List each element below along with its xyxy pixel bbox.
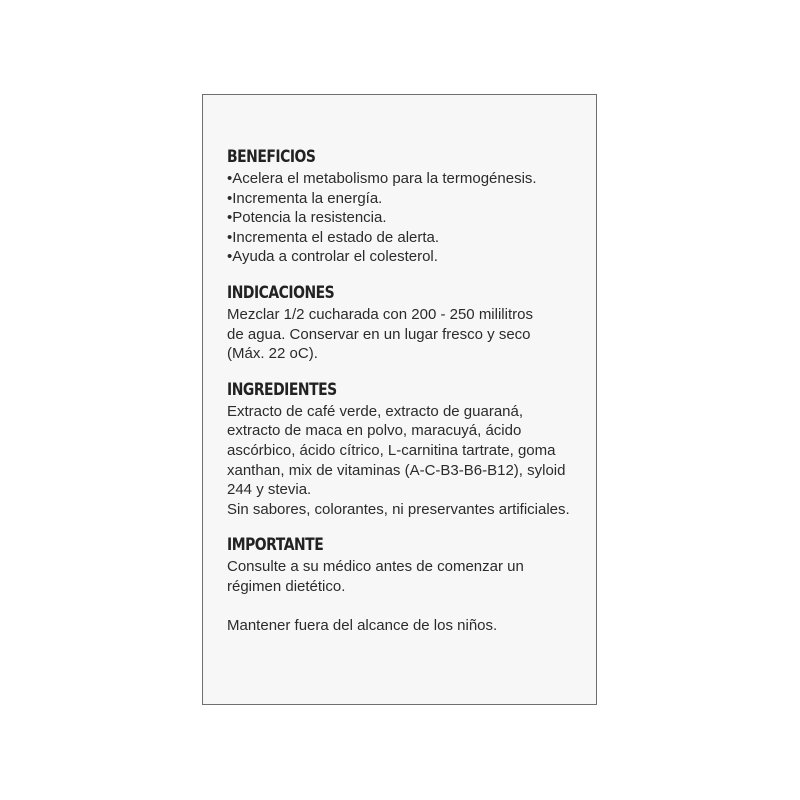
indicaciones-section <box>227 281 587 364</box>
indicaciones-line: (Máx. 22 oC). <box>227 345 318 363</box>
ingredientes-section <box>227 378 587 520</box>
beneficios-section <box>227 145 587 267</box>
product-label-card <box>202 94 597 705</box>
ingredientes-line: Sin sabores, colorantes, ni preservantes artificiales. <box>227 500 570 518</box>
ingredientes-line: xanthan, mix de vitaminas (A-C-B3-B6-B12), syloid <box>227 461 566 479</box>
ingredientes-line: ascórbico, ácido cítrico, L-carnitina tartrate, goma <box>227 441 556 459</box>
beneficio-item: •Ayuda a controlar el colesterol. <box>227 248 438 266</box>
ingredientes-line: 244 y stevia. <box>227 481 312 499</box>
spacer <box>227 597 587 617</box>
children-warning: Mantener fuera del alcance de los niños. <box>227 617 498 635</box>
indicaciones-line: de agua. Conservar en un lugar fresco y seco <box>227 325 531 343</box>
beneficio-item: •Incrementa el estado de alerta. <box>227 228 440 246</box>
label-content <box>227 145 587 650</box>
indicaciones-heading: INDICACIONES <box>227 282 335 303</box>
importante-section <box>227 533 587 635</box>
ingredientes-heading: INGREDIENTES <box>227 379 337 400</box>
beneficio-item: •Acelera el metabolismo para la termogénesis. <box>227 170 537 187</box>
importante-heading: IMPORTANTE <box>227 535 324 556</box>
beneficio-item: •Potencia la resistencia. <box>227 209 387 227</box>
ingredientes-line: extracto de maca en polvo, maracuyá, ácido <box>227 422 522 440</box>
importante-line: régimen dietético. <box>227 577 346 595</box>
importante-line: Consulte a su médico antes de comenzar un <box>227 558 524 576</box>
ingredientes-line: Extracto de café verde, extracto de guaraná, <box>227 402 524 420</box>
indicaciones-line: Mezclar 1/2 cucharada con 200 - 250 mililitros <box>227 305 533 323</box>
beneficio-item: •Incrementa la energía. <box>227 189 383 207</box>
beneficios-heading: BENEFICIOS <box>227 147 316 167</box>
